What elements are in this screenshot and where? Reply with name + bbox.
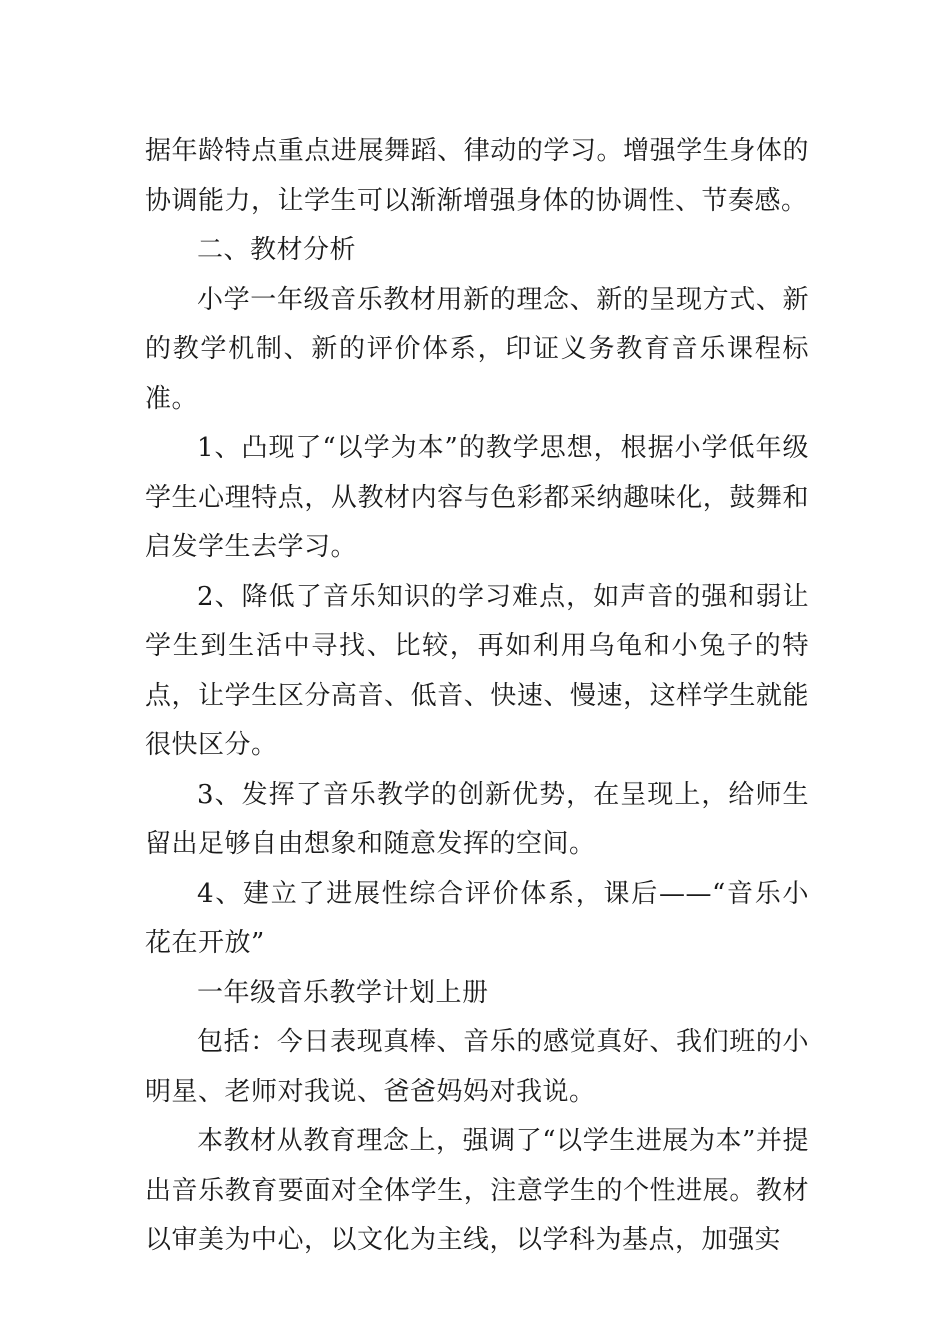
paragraph-includes: 包括：今日表现真棒、音乐的感觉真好、我们班的小明星、老师对我说、爸爸妈妈对我说。 [145,1027,809,1107]
paragraph-point-3: 3、发挥了音乐教学的创新优势，在呈现上，给师生留出足够自由想象和随意发挥的空间。 [145,779,809,859]
paragraph-philosophy: 本教材从教育理念上，强调了“以学生进展为本”并提出音乐教育要面对全体学生，注意学生的个性进展。教材以审美为中心，以文化为主线，以学科为基点，加强实 [145,1126,809,1255]
paragraph-textbook-overview: 小学一年级音乐教材用新的理念、新的呈现方式、新的教学机制、新的评价体系，印证义务教育音乐课程标准。 [145,284,809,414]
section-heading-teaching-plan: 一年级音乐教学计划上册 [197,977,489,1008]
paragraph-continuation: 据年龄特点重点进展舞蹈、律动的学习。增强学生身体的协调能力，让学生可以渐渐增强身体的协调性、节奏感。 [145,136,809,216]
paragraph-point-4: 4、建立了进展性综合评价体系，课后——“音乐小花在开放” [145,878,809,958]
paragraph-point-2: 2、降低了音乐知识的学习难点，如声音的强和弱让学生到生活中寻找、比较，再如利用乌龟和小兔子的特点，让学生区分高音、低音、快速、慢速，这样学生就能很快区分。 [145,581,809,760]
section-heading-textbook-analysis: 二、教材分析 [197,235,357,265]
document-body [145,127,809,1266]
paragraph-point-1: 1、凸现了“以学为本”的教学思想，根据小学低年级学生心理特点，从教材内容与色彩都采纳趣味化，鼓舞和启发学生去学习。 [145,433,809,562]
